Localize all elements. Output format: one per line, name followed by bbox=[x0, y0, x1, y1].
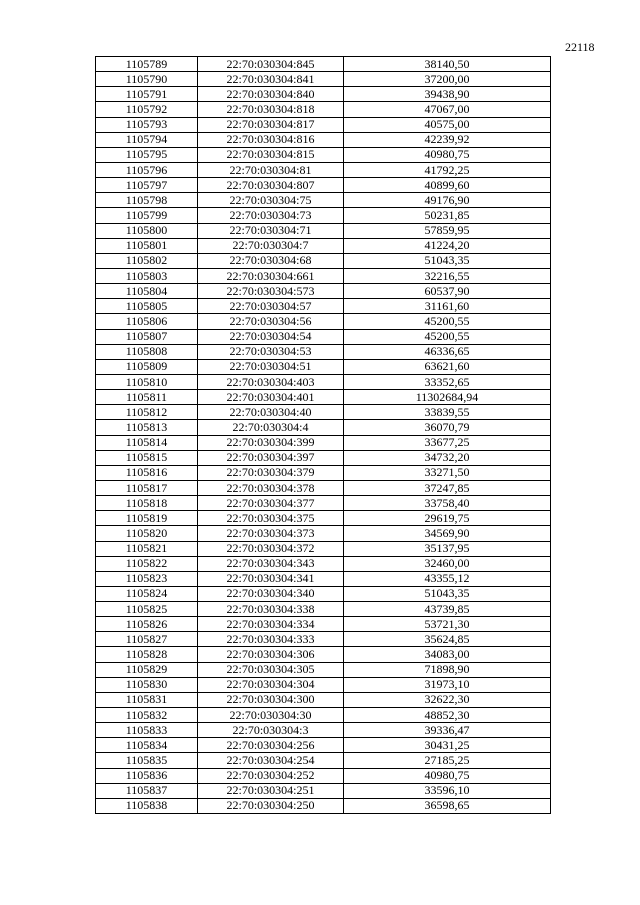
cadastral-value-cell: 43355,12 bbox=[344, 571, 551, 586]
cadastral-number-cell: 22:70:030304:841 bbox=[198, 72, 344, 87]
table-row bbox=[96, 374, 551, 389]
record-number-cell: 1105821 bbox=[96, 541, 198, 556]
table-row bbox=[96, 738, 551, 753]
cadastral-number-cell: 22:70:030304:397 bbox=[198, 450, 344, 465]
table-row bbox=[96, 768, 551, 783]
table-row bbox=[96, 571, 551, 586]
table-body bbox=[96, 57, 551, 814]
table-row bbox=[96, 798, 551, 813]
cadastral-value-cell: 33596,10 bbox=[344, 783, 551, 798]
record-number-cell: 1105838 bbox=[96, 798, 198, 813]
record-number-cell: 1105797 bbox=[96, 178, 198, 193]
table-row bbox=[96, 162, 551, 177]
cadastral-value-table bbox=[95, 56, 551, 814]
table-row bbox=[96, 178, 551, 193]
cadastral-number-cell: 22:70:030304:573 bbox=[198, 284, 344, 299]
cadastral-number-cell: 22:70:030304:845 bbox=[198, 57, 344, 72]
cadastral-number-cell: 22:70:030304:338 bbox=[198, 602, 344, 617]
record-number-cell: 1105806 bbox=[96, 314, 198, 329]
table-row bbox=[96, 753, 551, 768]
cadastral-value-cell: 31161,60 bbox=[344, 299, 551, 314]
record-number-cell: 1105795 bbox=[96, 147, 198, 162]
cadastral-value-cell: 40980,75 bbox=[344, 147, 551, 162]
cadastral-number-cell: 22:70:030304:399 bbox=[198, 435, 344, 450]
record-number-cell: 1105812 bbox=[96, 405, 198, 420]
cadastral-number-cell: 22:70:030304:68 bbox=[198, 253, 344, 268]
cadastral-value-cell: 36598,65 bbox=[344, 798, 551, 813]
cadastral-value-cell: 35624,85 bbox=[344, 632, 551, 647]
record-number-cell: 1105825 bbox=[96, 602, 198, 617]
cadastral-number-cell: 22:70:030304:250 bbox=[198, 798, 344, 813]
record-number-cell: 1105813 bbox=[96, 420, 198, 435]
cadastral-number-cell: 22:70:030304:840 bbox=[198, 87, 344, 102]
cadastral-value-cell: 11302684,94 bbox=[344, 390, 551, 405]
cadastral-number-cell: 22:70:030304:7 bbox=[198, 238, 344, 253]
cadastral-value-cell: 30431,25 bbox=[344, 738, 551, 753]
cadastral-number-cell: 22:70:030304:40 bbox=[198, 405, 344, 420]
cadastral-number-cell: 22:70:030304:334 bbox=[198, 617, 344, 632]
record-number-cell: 1105794 bbox=[96, 132, 198, 147]
record-number-cell: 1105837 bbox=[96, 783, 198, 798]
table-row bbox=[96, 662, 551, 677]
table-row bbox=[96, 299, 551, 314]
record-number-cell: 1105836 bbox=[96, 768, 198, 783]
cadastral-value-cell: 50231,85 bbox=[344, 208, 551, 223]
record-number-cell: 1105791 bbox=[96, 87, 198, 102]
record-number-cell: 1105809 bbox=[96, 359, 198, 374]
cadastral-number-cell: 22:70:030304:375 bbox=[198, 511, 344, 526]
cadastral-number-cell: 22:70:030304:304 bbox=[198, 677, 344, 692]
cadastral-value-cell: 34083,00 bbox=[344, 647, 551, 662]
table-row bbox=[96, 117, 551, 132]
cadastral-value-cell: 41224,20 bbox=[344, 238, 551, 253]
table-row bbox=[96, 708, 551, 723]
record-number-cell: 1105822 bbox=[96, 556, 198, 571]
table-row bbox=[96, 57, 551, 72]
cadastral-value-cell: 36070,79 bbox=[344, 420, 551, 435]
cadastral-number-cell: 22:70:030304:251 bbox=[198, 783, 344, 798]
table-row bbox=[96, 450, 551, 465]
table-row bbox=[96, 390, 551, 405]
table-row bbox=[96, 511, 551, 526]
cadastral-value-cell: 48852,30 bbox=[344, 708, 551, 723]
cadastral-value-cell: 53721,30 bbox=[344, 617, 551, 632]
record-number-cell: 1105828 bbox=[96, 647, 198, 662]
cadastral-number-cell: 22:70:030304:51 bbox=[198, 359, 344, 374]
cadastral-value-cell: 46336,65 bbox=[344, 344, 551, 359]
table-row bbox=[96, 526, 551, 541]
cadastral-number-cell: 22:70:030304:340 bbox=[198, 586, 344, 601]
record-number-cell: 1105834 bbox=[96, 738, 198, 753]
cadastral-number-cell: 22:70:030304:56 bbox=[198, 314, 344, 329]
record-number-cell: 1105824 bbox=[96, 586, 198, 601]
table-row bbox=[96, 102, 551, 117]
cadastral-value-cell: 40980,75 bbox=[344, 768, 551, 783]
record-number-cell: 1105829 bbox=[96, 662, 198, 677]
table-row bbox=[96, 132, 551, 147]
cadastral-value-cell: 33677,25 bbox=[344, 435, 551, 450]
cadastral-value-cell: 39336,47 bbox=[344, 723, 551, 738]
record-number-cell: 1105811 bbox=[96, 390, 198, 405]
cadastral-value-cell: 33271,50 bbox=[344, 465, 551, 480]
cadastral-number-cell: 22:70:030304:341 bbox=[198, 571, 344, 586]
record-number-cell: 1105814 bbox=[96, 435, 198, 450]
cadastral-value-cell: 27185,25 bbox=[344, 753, 551, 768]
table-row bbox=[96, 783, 551, 798]
table-row bbox=[96, 556, 551, 571]
record-number-cell: 1105793 bbox=[96, 117, 198, 132]
cadastral-value-cell: 38140,50 bbox=[344, 57, 551, 72]
table-row bbox=[96, 541, 551, 556]
cadastral-number-cell: 22:70:030304:403 bbox=[198, 374, 344, 389]
cadastral-number-cell: 22:70:030304:256 bbox=[198, 738, 344, 753]
record-number-cell: 1105803 bbox=[96, 268, 198, 283]
table-row bbox=[96, 253, 551, 268]
record-number-cell: 1105832 bbox=[96, 708, 198, 723]
cadastral-value-cell: 49176,90 bbox=[344, 193, 551, 208]
cadastral-value-cell: 39438,90 bbox=[344, 87, 551, 102]
cadastral-value-cell: 33758,40 bbox=[344, 496, 551, 511]
cadastral-value-cell: 35137,95 bbox=[344, 541, 551, 556]
cadastral-value-cell: 63621,60 bbox=[344, 359, 551, 374]
table-row bbox=[96, 692, 551, 707]
cadastral-value-cell: 42239,92 bbox=[344, 132, 551, 147]
page-number: 22118 bbox=[565, 40, 595, 54]
cadastral-number-cell: 22:70:030304:807 bbox=[198, 178, 344, 193]
record-number-cell: 1105800 bbox=[96, 223, 198, 238]
table-row bbox=[96, 480, 551, 495]
record-number-cell: 1105827 bbox=[96, 632, 198, 647]
table-row bbox=[96, 435, 551, 450]
record-number-cell: 1105831 bbox=[96, 692, 198, 707]
cadastral-number-cell: 22:70:030304:373 bbox=[198, 526, 344, 541]
cadastral-number-cell: 22:70:030304:817 bbox=[198, 117, 344, 132]
cadastral-number-cell: 22:70:030304:30 bbox=[198, 708, 344, 723]
cadastral-value-cell: 40575,00 bbox=[344, 117, 551, 132]
cadastral-number-cell: 22:70:030304:379 bbox=[198, 465, 344, 480]
cadastral-value-cell: 51043,35 bbox=[344, 586, 551, 601]
table-row bbox=[96, 359, 551, 374]
cadastral-number-cell: 22:70:030304:372 bbox=[198, 541, 344, 556]
cadastral-value-cell: 45200,55 bbox=[344, 329, 551, 344]
cadastral-number-cell: 22:70:030304:71 bbox=[198, 223, 344, 238]
cadastral-number-cell: 22:70:030304:254 bbox=[198, 753, 344, 768]
cadastral-number-cell: 22:70:030304:401 bbox=[198, 390, 344, 405]
record-number-cell: 1105817 bbox=[96, 480, 198, 495]
cadastral-value-cell: 40899,60 bbox=[344, 178, 551, 193]
cadastral-value-cell: 51043,35 bbox=[344, 253, 551, 268]
table-row bbox=[96, 329, 551, 344]
cadastral-value-cell: 33352,65 bbox=[344, 374, 551, 389]
cadastral-value-cell: 34732,20 bbox=[344, 450, 551, 465]
record-number-cell: 1105808 bbox=[96, 344, 198, 359]
table-row bbox=[96, 87, 551, 102]
cadastral-number-cell: 22:70:030304:3 bbox=[198, 723, 344, 738]
record-number-cell: 1105823 bbox=[96, 571, 198, 586]
table-row bbox=[96, 632, 551, 647]
table-row bbox=[96, 723, 551, 738]
table-row bbox=[96, 208, 551, 223]
cadastral-number-cell: 22:70:030304:815 bbox=[198, 147, 344, 162]
cadastral-value-cell: 32460,00 bbox=[344, 556, 551, 571]
table-row bbox=[96, 193, 551, 208]
record-number-cell: 1105835 bbox=[96, 753, 198, 768]
cadastral-number-cell: 22:70:030304:333 bbox=[198, 632, 344, 647]
table-row bbox=[96, 586, 551, 601]
table-row bbox=[96, 617, 551, 632]
cadastral-value-cell: 32622,30 bbox=[344, 692, 551, 707]
cadastral-number-cell: 22:70:030304:818 bbox=[198, 102, 344, 117]
record-number-cell: 1105815 bbox=[96, 450, 198, 465]
record-number-cell: 1105799 bbox=[96, 208, 198, 223]
cadastral-value-cell: 57859,95 bbox=[344, 223, 551, 238]
record-number-cell: 1105801 bbox=[96, 238, 198, 253]
cadastral-value-cell: 43739,85 bbox=[344, 602, 551, 617]
table-row bbox=[96, 405, 551, 420]
cadastral-value-cell: 45200,55 bbox=[344, 314, 551, 329]
record-number-cell: 1105805 bbox=[96, 299, 198, 314]
table-row bbox=[96, 602, 551, 617]
cadastral-value-cell: 41792,25 bbox=[344, 162, 551, 177]
cadastral-value-cell: 34569,90 bbox=[344, 526, 551, 541]
cadastral-number-cell: 22:70:030304:75 bbox=[198, 193, 344, 208]
cadastral-value-cell: 33839,55 bbox=[344, 405, 551, 420]
record-number-cell: 1105804 bbox=[96, 284, 198, 299]
record-number-cell: 1105819 bbox=[96, 511, 198, 526]
cadastral-number-cell: 22:70:030304:343 bbox=[198, 556, 344, 571]
table-row bbox=[96, 72, 551, 87]
table-row bbox=[96, 647, 551, 662]
record-number-cell: 1105802 bbox=[96, 253, 198, 268]
cadastral-value-cell: 32216,55 bbox=[344, 268, 551, 283]
cadastral-number-cell: 22:70:030304:73 bbox=[198, 208, 344, 223]
cadastral-number-cell: 22:70:030304:53 bbox=[198, 344, 344, 359]
record-number-cell: 1105826 bbox=[96, 617, 198, 632]
record-number-cell: 1105810 bbox=[96, 374, 198, 389]
record-number-cell: 1105818 bbox=[96, 496, 198, 511]
table-row bbox=[96, 344, 551, 359]
record-number-cell: 1105790 bbox=[96, 72, 198, 87]
cadastral-value-cell: 37247,85 bbox=[344, 480, 551, 495]
table-row bbox=[96, 147, 551, 162]
cadastral-number-cell: 22:70:030304:81 bbox=[198, 162, 344, 177]
table-row bbox=[96, 677, 551, 692]
cadastral-number-cell: 22:70:030304:377 bbox=[198, 496, 344, 511]
cadastral-number-cell: 22:70:030304:4 bbox=[198, 420, 344, 435]
table-row bbox=[96, 223, 551, 238]
cadastral-number-cell: 22:70:030304:305 bbox=[198, 662, 344, 677]
cadastral-value-cell: 71898,90 bbox=[344, 662, 551, 677]
table-row bbox=[96, 238, 551, 253]
table-row bbox=[96, 496, 551, 511]
cadastral-number-cell: 22:70:030304:252 bbox=[198, 768, 344, 783]
cadastral-number-cell: 22:70:030304:816 bbox=[198, 132, 344, 147]
cadastral-number-cell: 22:70:030304:378 bbox=[198, 480, 344, 495]
cadastral-number-cell: 22:70:030304:54 bbox=[198, 329, 344, 344]
record-number-cell: 1105792 bbox=[96, 102, 198, 117]
table-row bbox=[96, 465, 551, 480]
record-number-cell: 1105796 bbox=[96, 162, 198, 177]
cadastral-value-cell: 29619,75 bbox=[344, 511, 551, 526]
table-row bbox=[96, 268, 551, 283]
table-row bbox=[96, 284, 551, 299]
cadastral-number-cell: 22:70:030304:306 bbox=[198, 647, 344, 662]
cadastral-number-cell: 22:70:030304:661 bbox=[198, 268, 344, 283]
cadastral-value-cell: 47067,00 bbox=[344, 102, 551, 117]
record-number-cell: 1105816 bbox=[96, 465, 198, 480]
table-row bbox=[96, 420, 551, 435]
record-number-cell: 1105789 bbox=[96, 57, 198, 72]
record-number-cell: 1105820 bbox=[96, 526, 198, 541]
cadastral-value-cell: 37200,00 bbox=[344, 72, 551, 87]
cadastral-value-cell: 31973,10 bbox=[344, 677, 551, 692]
record-number-cell: 1105798 bbox=[96, 193, 198, 208]
record-number-cell: 1105807 bbox=[96, 329, 198, 344]
table-row bbox=[96, 314, 551, 329]
record-number-cell: 1105833 bbox=[96, 723, 198, 738]
cadastral-number-cell: 22:70:030304:300 bbox=[198, 692, 344, 707]
record-number-cell: 1105830 bbox=[96, 677, 198, 692]
cadastral-value-cell: 60537,90 bbox=[344, 284, 551, 299]
cadastral-number-cell: 22:70:030304:57 bbox=[198, 299, 344, 314]
